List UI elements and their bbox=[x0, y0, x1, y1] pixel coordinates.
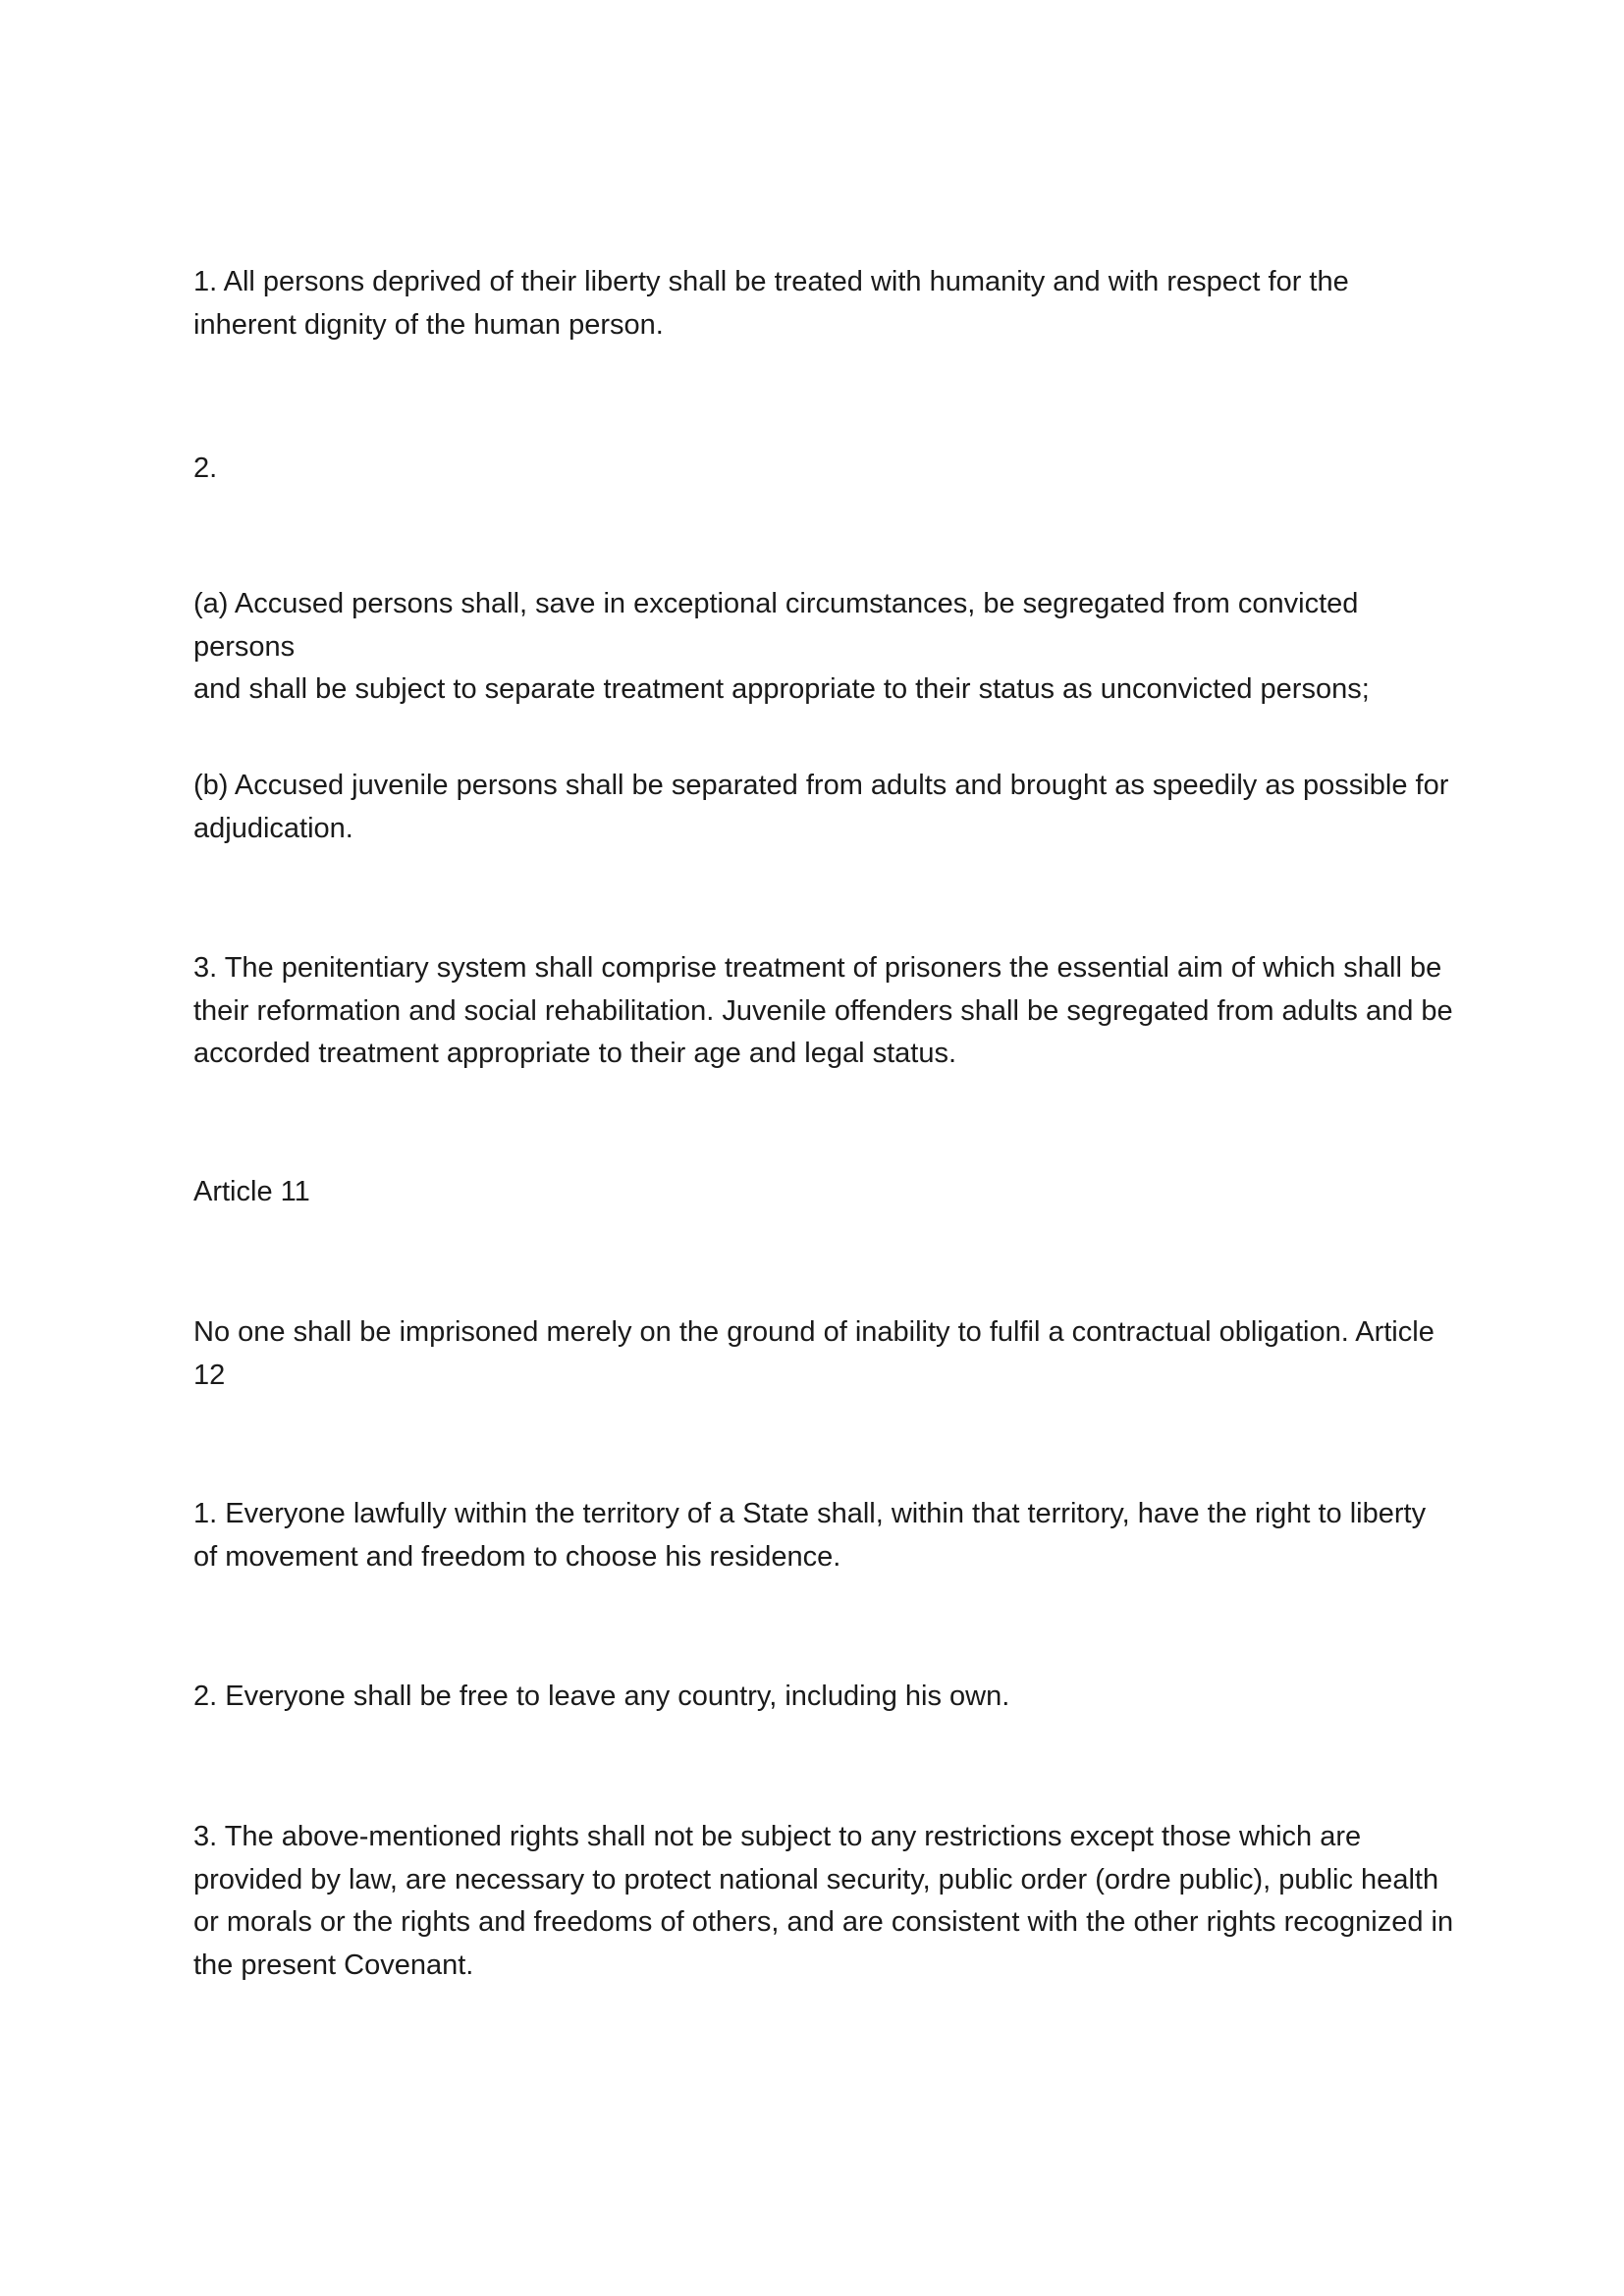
paragraph-2-number: 2. bbox=[193, 453, 218, 484]
article-12-paragraph-3: 3. The above-mentioned rights shall not be subject to any restrictions except those which are provided by law, are necessary to protect national security, public order (ordre public), public health or morals or the rights and freedoms of others, and are consistent with the other rights recognized in the present Covenant. bbox=[193, 1821, 1454, 1981]
paragraph-2a: (a) Accused persons shall, save in exceptional circumstances, be segregated from convicted persons and shall be subject to separate treatment appropriate to their status as unconvicted persons; bbox=[193, 588, 1370, 705]
article-11-text: No one shall be imprisoned merely on the ground of inability to fulfil a contractual obligation. Article 12 bbox=[193, 1316, 1435, 1391]
article-12-paragraph-2: 2. Everyone shall be free to leave any country, including his own. bbox=[193, 1681, 1010, 1712]
paragraph-1: 1. All persons deprived of their liberty shall be treated with humanity and with respect for the inherent dignity of the human person. bbox=[193, 266, 1349, 341]
article-12-paragraph-1: 1. Everyone lawfully within the territory of a State shall, within that territory, have the right to liberty of movement and freedom to choose his residence. bbox=[193, 1498, 1427, 1573]
paragraph-3: 3. The penitentiary system shall comprise treatment of prisoners the essential aim of which shall be their reformation and social rehabilitation. Juvenile offenders shall be segregated from adults and be accorded treatment appropriate to their age and legal status. bbox=[193, 952, 1453, 1069]
paragraph-2b: (b) Accused juvenile persons shall be separated from adults and brought as speedily as possible for adjudication. bbox=[193, 770, 1449, 844]
article-11-heading: Article 11 bbox=[193, 1176, 310, 1207]
